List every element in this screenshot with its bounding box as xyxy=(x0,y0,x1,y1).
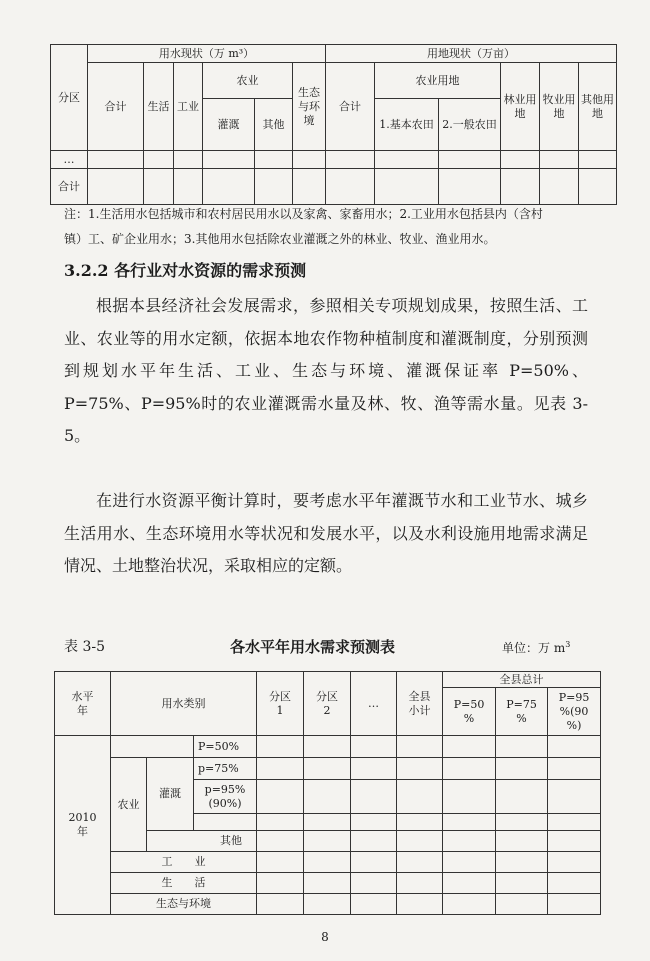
t1-header-other-land: 其他用地 xyxy=(579,63,617,151)
t2-header-zone-2: 分区 2 xyxy=(304,672,351,736)
t2-header-category: 用水类别 xyxy=(111,672,257,736)
t2-header-county-total: 全县总计 xyxy=(443,672,601,688)
t1-header-zone: 分区 xyxy=(51,45,88,151)
t2-row-agriculture: 农业 xyxy=(111,758,147,852)
t2-header-p50: P=50 % xyxy=(443,688,496,736)
t1-header-agriculture: 农业 xyxy=(203,63,293,99)
t2-row-p95: p=95% (90%) xyxy=(194,780,257,814)
t1-header-eco: 生态与环境 xyxy=(293,63,326,151)
t2-header-p75: P=75 % xyxy=(496,688,548,736)
table-note-line-2: 镇）工、矿企业用水；3.其他用水包括除农业灌溉之外的林业、牧业、渔业用水。 xyxy=(64,232,496,246)
water-demand-forecast-table xyxy=(54,671,601,915)
table-unit: 单位：万 $m^3$ xyxy=(502,640,571,655)
table-row xyxy=(55,852,601,873)
t1-header-ag-land: 农业用地 xyxy=(375,63,501,99)
t2-row-p50: P=50% xyxy=(194,736,257,758)
t1-header-water-use: 用水现状（万 m³） xyxy=(88,45,326,63)
t1-header-irrigation: 灌溉 xyxy=(203,99,255,151)
t2-header-p95: P=95 %(90 %) xyxy=(548,688,601,736)
t1-header-domestic: 生活 xyxy=(144,63,174,151)
t2-header-ellipsis: … xyxy=(351,672,397,736)
t1-header-pasture: 牧业用地 xyxy=(540,63,579,151)
t2-year-2010: 2010 年 xyxy=(55,736,111,915)
table-number: 表 3-5 xyxy=(64,639,105,655)
table-title: 各水平年用水需求预测表 xyxy=(230,638,396,656)
t1-header-general-farmland: 2.一般农田 xyxy=(439,99,501,151)
table-row xyxy=(55,758,601,780)
t1-header-land-use: 用地现状（万亩） xyxy=(326,45,617,63)
table-note-line-1: 注：1.生活用水包括城市和农村居民用水以及家禽、家畜用水；2.工业用水包括县内（含村 xyxy=(64,207,543,221)
t2-header-county-subtotal: 全县 小计 xyxy=(397,672,443,736)
t1-header-ag-other: 其他 xyxy=(255,99,293,151)
t1-header-forest: 林业用地 xyxy=(501,63,540,151)
page-number: 8 xyxy=(321,930,329,944)
t2-row-domestic: 生 活 xyxy=(111,873,257,894)
table-row xyxy=(55,873,601,894)
table-row xyxy=(55,736,601,758)
table-row xyxy=(51,169,617,205)
t1-header-industry: 工业 xyxy=(174,63,203,151)
t1-row-ellipsis: … xyxy=(51,151,88,169)
table-row xyxy=(51,151,617,169)
paragraph-1: 根据本县经济社会发展需求，参照相关专项规划成果，按照生活、工业、农业等的用水定额，依据本地农作物种植制度和灌溉制度，分别预测到规划水平年生活、工业、生态与环境、灌溉保证率 P=50%、P=75%、P=95%时的农业灌溉需水量及林、牧、渔等需水量。见表 3-5。 xyxy=(64,296,588,445)
t1-header-basic-farmland: 1.基本农田 xyxy=(375,99,439,151)
t2-row-irrigation: 灌溉 xyxy=(147,758,194,831)
t1-header-total: 合计 xyxy=(88,63,144,151)
table-row xyxy=(55,894,601,915)
t2-header-level-year: 水平 年 xyxy=(55,672,111,736)
paragraph-2: 在进行水资源平衡计算时，要考虑水平年灌溉节水和工业节水、城乡生活用水、生态环境用水等状况和发展水平，以及水利设施用地需求满足情况、土地整治状况，采取相应的定额。 xyxy=(64,491,588,575)
t2-row-eco: 生态与环境 xyxy=(111,894,257,915)
t1-header-land-total: 合计 xyxy=(326,63,375,151)
section-heading: 3.2.2 各行业对水资源的需求预测 xyxy=(64,261,307,280)
t2-row-industry: 工 业 xyxy=(111,852,257,873)
t2-header-zone-1: 分区 1 xyxy=(257,672,304,736)
t1-row-total: 合计 xyxy=(51,169,88,205)
water-land-status-table xyxy=(50,44,617,205)
t2-row-ag-other: 其他 xyxy=(147,831,257,852)
t2-row-p75: p=75% xyxy=(194,758,257,780)
